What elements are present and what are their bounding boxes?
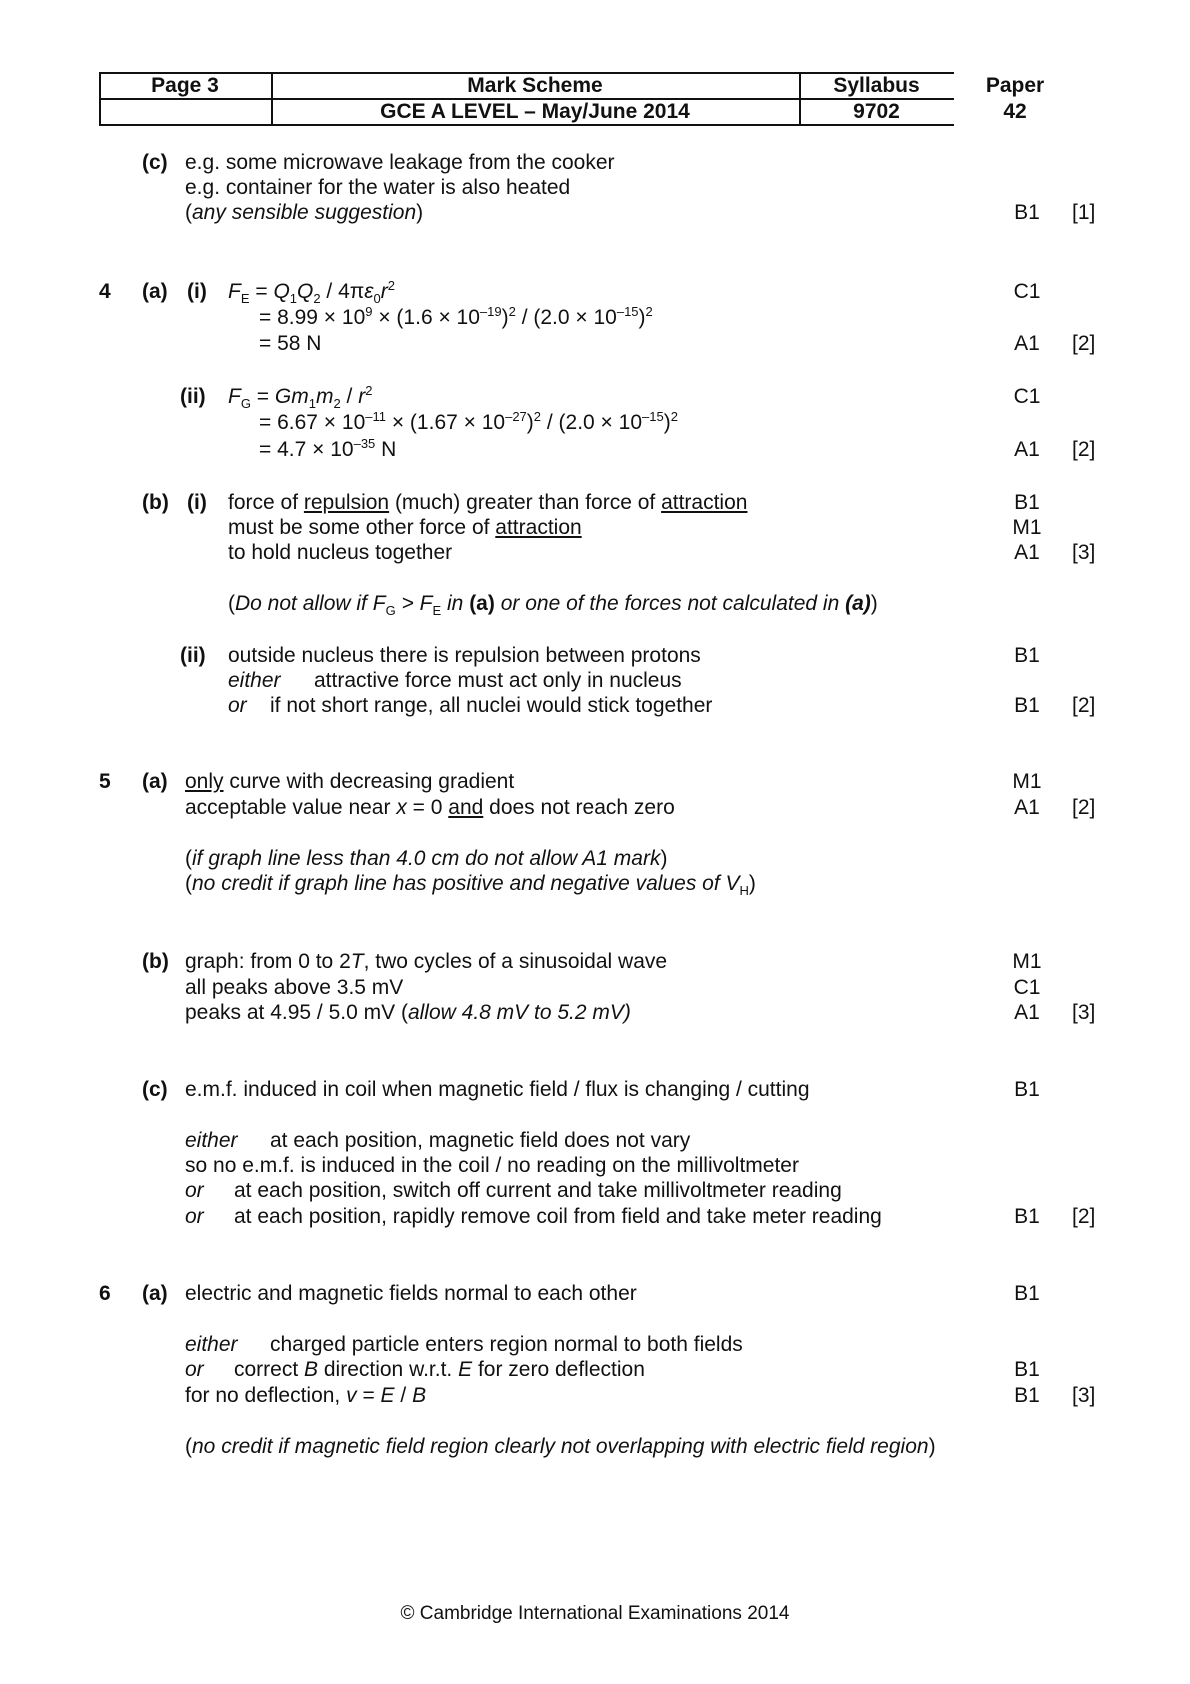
alt-keyword: either (228, 669, 281, 692)
table-rule (99, 124, 954, 126)
mark-code: A1 (1014, 438, 1040, 461)
mark-total: [2] (1072, 1205, 1096, 1228)
mark-total: [2] (1072, 332, 1096, 355)
mark-code: B1 (1014, 491, 1040, 514)
answer-line: electric and magnetic fields normal to each other (185, 1282, 637, 1305)
answer-line: outside nucleus there is repulsion between protons (228, 644, 701, 667)
mark-code: A1 (1014, 796, 1040, 819)
answer-line: at each position, magnetic field does not vary (270, 1129, 691, 1152)
alt-keyword: either (185, 1333, 238, 1356)
mark-code: B1 (1014, 1078, 1040, 1101)
mark-code: A1 (1014, 1001, 1040, 1024)
mark-code: B1 (1014, 201, 1040, 224)
formula-line: = $8.99 \times 10^9 \times (1.6 \times 10^{-19})^2 / (2.0 \times 10^{-15})^2$ (259, 304, 653, 329)
answer-line: to hold nucleus together (228, 541, 453, 564)
mark-code: M1 (1012, 950, 1042, 973)
mark-code: A1 (1014, 541, 1040, 564)
answer-line: must be some other force of attraction (228, 516, 582, 539)
mark-total: [1] (1072, 201, 1096, 224)
formula-line: = $4.7 \times 10^{-35}$ N (259, 436, 397, 461)
answer-line: charged particle enters region normal to both fields (270, 1333, 743, 1356)
mark-total: [3] (1072, 541, 1096, 564)
header-table (99, 72, 954, 125)
mark-total: [3] (1072, 1001, 1096, 1024)
mark-code: B1 (1014, 1358, 1040, 1381)
mark-code: B1 (1014, 1205, 1040, 1228)
paper-number: 42 (1003, 100, 1027, 123)
answer-line: so no e.m.f. is induced in the coil / no reading on the millivoltmeter (185, 1154, 799, 1177)
part-label: (c) (142, 1078, 168, 1101)
alt-keyword: or (185, 1358, 204, 1381)
mark-code: C1 (1013, 280, 1041, 303)
subpart-label: (i) (187, 280, 207, 303)
mark-total: [2] (1072, 796, 1096, 819)
answer-line: only curve with decreasing gradient (185, 770, 515, 793)
mark-code: M1 (1012, 770, 1042, 793)
answer-line: e.g. container for the water is also heated (185, 176, 571, 199)
answer-line: graph: from 0 to 2T, two cycles of a sinusoidal wave (185, 950, 668, 973)
answer-line: at each position, rapidly remove coil from field and take meter reading (234, 1205, 882, 1228)
answer-line: for no deflection, v = E / B (185, 1384, 427, 1407)
alt-keyword: or (228, 694, 247, 717)
question-number: 5 (99, 770, 111, 793)
mark-code: B1 (1014, 1282, 1040, 1305)
mark-code: M1 (1012, 516, 1042, 539)
answer-line: if not short range, all nuclei would stick together (270, 694, 713, 717)
answer-note: (Do not allow if $F_G > F_E$ in (a) or one of the forces not calculated in (a)) (228, 592, 878, 619)
answer-note: (no credit if graph line has positive and negative values of $V_H$) (185, 872, 756, 899)
part-label: (a) (142, 1282, 168, 1305)
alt-keyword: either (185, 1129, 238, 1152)
copyright-footer: © Cambridge International Examinations 2014 (400, 1603, 790, 1624)
mark-code: B1 (1014, 644, 1040, 667)
alt-keyword: or (185, 1179, 204, 1202)
subpart-label: (ii) (180, 385, 206, 408)
part-label: (b) (142, 950, 169, 973)
part-label: (a) (142, 770, 168, 793)
answer-note: (any sensible suggestion) (185, 201, 424, 224)
syllabus-code: 9702 (853, 100, 900, 123)
exam-name: GCE A LEVEL – May/June 2014 (380, 100, 690, 123)
answer-line: all peaks above 3.5 mV (185, 976, 404, 999)
answer-line: peaks at 4.95 / 5.0 mV (allow 4.8 mV to 5.2 mV) (185, 1001, 631, 1024)
mark-code: B1 (1014, 1384, 1040, 1407)
answer-note: (if graph line less than 4.0 cm do not allow A1 mark) (185, 847, 668, 870)
question-number: 6 (99, 1282, 111, 1305)
formula-line: = $6.67 \times 10^{-11} \times (1.67 \times 10^{-27})^2 / (2.0 \times 10^{-15})^2$ (259, 409, 678, 434)
page-number: Page 3 (151, 74, 219, 97)
subpart-label: (i) (187, 491, 207, 514)
formula-line: $F_E = Q_1Q_2 / 4\pi\varepsilon_0r^2$ (228, 278, 395, 307)
question-number: 4 (99, 280, 111, 303)
syllabus-label: Syllabus (833, 74, 920, 97)
mark-total: [2] (1072, 438, 1096, 461)
paper-label: Paper (985, 74, 1045, 97)
part-label: (a) (142, 280, 168, 303)
answer-note: (no credit if magnetic field region clearly not overlapping with electric field region) (185, 1435, 936, 1458)
mark-code: A1 (1014, 332, 1040, 355)
part-label: (b) (142, 491, 169, 514)
part-label: (c) (142, 151, 168, 174)
formula-line: $F_G = Gm_1m_2 / r^2$ (228, 383, 373, 412)
answer-line: e.g. some microwave leakage from the cooker (185, 151, 615, 174)
answer-line: attractive force must act only in nucleus (314, 669, 682, 692)
formula-line: = 58 N (259, 332, 322, 355)
answer-line: correct B direction w.r.t. E for zero deflection (234, 1358, 645, 1381)
mark-total: [2] (1072, 694, 1096, 717)
mark-code: B1 (1014, 694, 1040, 717)
mark-code: C1 (1013, 976, 1041, 999)
alt-keyword: or (185, 1205, 204, 1228)
answer-line: force of repulsion (much) greater than force of attraction (228, 491, 748, 514)
answer-line: e.m.f. induced in coil when magnetic field / flux is changing / cutting (185, 1078, 810, 1101)
mark-total: [3] (1072, 1384, 1096, 1407)
document-title: Mark Scheme (467, 74, 603, 97)
subpart-label: (ii) (180, 644, 206, 667)
answer-line: at each position, switch off current and take millivoltmeter reading (234, 1179, 842, 1202)
mark-code: C1 (1013, 385, 1041, 408)
answer-line: acceptable value near x = 0 and does not reach zero (185, 796, 675, 819)
